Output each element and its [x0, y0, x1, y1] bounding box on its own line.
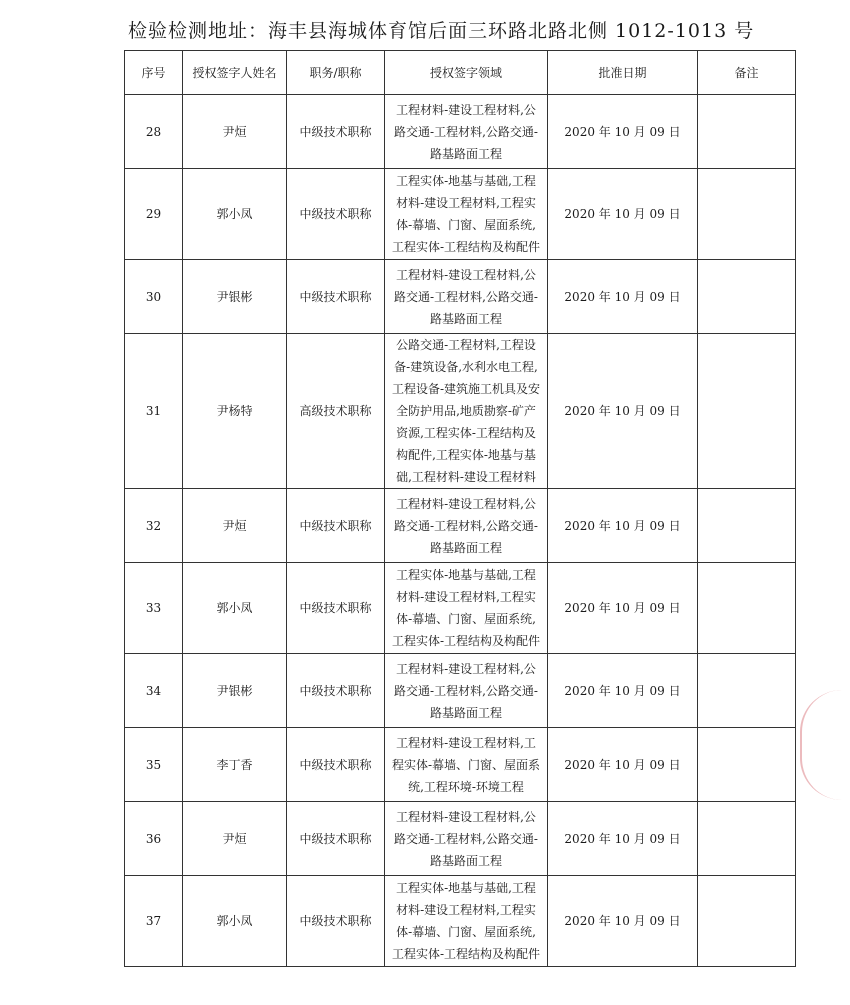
authorized-scope [385, 654, 548, 728]
scope-line: 工程实体-地基与基础,工程 [396, 881, 536, 895]
scope-line: 工程设备-建筑施工机具及安 [391, 382, 541, 396]
scope-line: 材料-建设工程材料,工程实 [396, 590, 536, 604]
scope-line: 备-建筑设备,水利水电工程, [394, 360, 538, 374]
approval-date: 2020 年 10 月 09 日 [548, 95, 698, 169]
row-number: 36 [125, 802, 183, 876]
remark [698, 802, 796, 876]
scope-line: 路基路面工程 [429, 705, 502, 720]
row-number: 31 [125, 334, 183, 489]
scope-line: 材料-建设工程材料,工程实 [396, 196, 536, 210]
signatory-name: 郭小凤 [183, 563, 287, 654]
address-heading: 检验检测地址：海丰县海城体育馆后面三环路北路北侧 1012-1013 号 [128, 20, 755, 42]
approval-date: 2020 年 10 月 09 日 [548, 563, 698, 654]
row-number: 32 [125, 489, 183, 563]
remark [698, 654, 796, 728]
authorized-scope [385, 563, 548, 654]
column-header-date: 批准日期 [548, 51, 698, 95]
authorized-scope [385, 876, 548, 967]
scope-line: 路基路面工程 [429, 853, 502, 868]
scope-line: 工程材料-建设工程材料,公 [396, 102, 536, 117]
signatory-name: 尹银彬 [183, 260, 287, 334]
authorized-scope [385, 728, 548, 802]
row-number: 34 [125, 654, 183, 728]
scope-line: 工程实体-工程结构及构配件 [391, 240, 541, 254]
job-title: 高级技术职称 [287, 334, 385, 489]
scope-line: 工程实体-地基与基础,工程 [396, 568, 536, 582]
approval-date: 2020 年 10 月 09 日 [548, 654, 698, 728]
scope-line: 路交通-工程材料,公路交通- [394, 124, 538, 139]
scope-line: 程实体-幕墙、门窗、屋面系 [391, 757, 541, 772]
signatory-name: 郭小凤 [183, 876, 287, 967]
scope-line: 材料-建设工程材料,工程实 [396, 903, 536, 917]
authorized-scope [385, 489, 548, 563]
scope-line: 资源,工程实体-工程结构及 [396, 426, 536, 440]
scope-line: 路基路面工程 [429, 146, 502, 161]
remark [698, 169, 796, 260]
table-row [125, 95, 796, 169]
scope-line: 工程材料-建设工程材料,公 [396, 661, 536, 676]
job-title: 中级技术职称 [287, 169, 385, 260]
row-number: 30 [125, 260, 183, 334]
table-row [125, 654, 796, 728]
scope-line: 体-幕墙、门窗、屋面系统, [396, 925, 536, 939]
signatory-name: 尹烜 [183, 95, 287, 169]
scope-line: 体-幕墙、门窗、屋面系统, [396, 218, 536, 232]
scope-line: 础,工程材料-建设工程材料 [396, 470, 536, 484]
scope-line: 工程材料-建设工程材料,工 [396, 735, 536, 750]
scope-line: 工程材料-建设工程材料,公 [396, 809, 536, 824]
table-row [125, 334, 796, 489]
job-title: 中级技术职称 [287, 802, 385, 876]
row-number: 33 [125, 563, 183, 654]
column-header-no: 序号 [125, 51, 183, 95]
row-number: 37 [125, 876, 183, 967]
remark [698, 876, 796, 967]
table-row [125, 563, 796, 654]
approval-date: 2020 年 10 月 09 日 [548, 876, 698, 967]
column-header-note: 备注 [698, 51, 796, 95]
scope-line: 构配件,工程实体-地基与基 [396, 448, 536, 462]
row-number: 28 [125, 95, 183, 169]
job-title: 中级技术职称 [287, 563, 385, 654]
remark [698, 728, 796, 802]
remark [698, 95, 796, 169]
approval-date: 2020 年 10 月 09 日 [548, 489, 698, 563]
authorized-scope [385, 334, 548, 489]
scope-line: 工程实体-工程结构及构配件 [391, 947, 541, 961]
authorized-scope [385, 169, 548, 260]
scope-line: 全防护用品,地质勘察-矿产 [396, 404, 536, 418]
table-row [125, 876, 796, 967]
remark [698, 563, 796, 654]
approval-date: 2020 年 10 月 09 日 [548, 728, 698, 802]
scope-line: 路交通-工程材料,公路交通- [394, 289, 538, 304]
table-row [125, 169, 796, 260]
table-row [125, 489, 796, 563]
approval-date: 2020 年 10 月 09 日 [548, 169, 698, 260]
job-title: 中级技术职称 [287, 489, 385, 563]
signatory-name: 尹烜 [183, 802, 287, 876]
column-header-scope: 授权签字领域 [385, 51, 548, 95]
scope-line: 工程材料-建设工程材料,公 [396, 267, 536, 282]
scope-line: 工程实体-地基与基础,工程 [396, 174, 536, 188]
scope-line: 路交通-工程材料,公路交通- [394, 683, 538, 698]
job-title: 中级技术职称 [287, 260, 385, 334]
table-header-row [125, 51, 796, 95]
scope-line: 体-幕墙、门窗、屋面系统, [396, 612, 536, 626]
signatory-name: 尹杨特 [183, 334, 287, 489]
remark [698, 334, 796, 489]
scope-line: 工程材料-建设工程材料,公 [396, 496, 536, 511]
scope-line: 路交通-工程材料,公路交通- [394, 518, 538, 533]
signatory-name: 尹银彬 [183, 654, 287, 728]
table-row [125, 802, 796, 876]
approval-date: 2020 年 10 月 09 日 [548, 334, 698, 489]
authorized-scope [385, 802, 548, 876]
job-title: 中级技术职称 [287, 728, 385, 802]
column-header-name: 授权签字人姓名 [183, 51, 287, 95]
authorized-scope [385, 95, 548, 169]
scope-line: 路基路面工程 [429, 311, 502, 326]
table-row [125, 260, 796, 334]
column-header-title: 职务/职称 [287, 51, 385, 95]
table-row [125, 728, 796, 802]
signatory-name: 尹烜 [183, 489, 287, 563]
scope-line: 统,工程环境-环境工程 [408, 779, 524, 794]
scope-line: 路基路面工程 [429, 540, 502, 555]
scope-line: 工程实体-工程结构及构配件 [391, 634, 541, 648]
row-number: 35 [125, 728, 183, 802]
approval-date: 2020 年 10 月 09 日 [548, 802, 698, 876]
authorized-scope [385, 260, 548, 334]
row-number: 29 [125, 169, 183, 260]
signatory-name: 李丁香 [183, 728, 287, 802]
red-seal-stamp [800, 690, 842, 800]
job-title: 中级技术职称 [287, 95, 385, 169]
signatory-table [124, 50, 796, 967]
scope-line: 公路交通-工程材料,工程设 [396, 338, 536, 352]
job-title: 中级技术职称 [287, 876, 385, 967]
scope-line: 路交通-工程材料,公路交通- [394, 831, 538, 846]
remark [698, 260, 796, 334]
approval-date: 2020 年 10 月 09 日 [548, 260, 698, 334]
signatory-name: 郭小凤 [183, 169, 287, 260]
remark [698, 489, 796, 563]
job-title: 中级技术职称 [287, 654, 385, 728]
